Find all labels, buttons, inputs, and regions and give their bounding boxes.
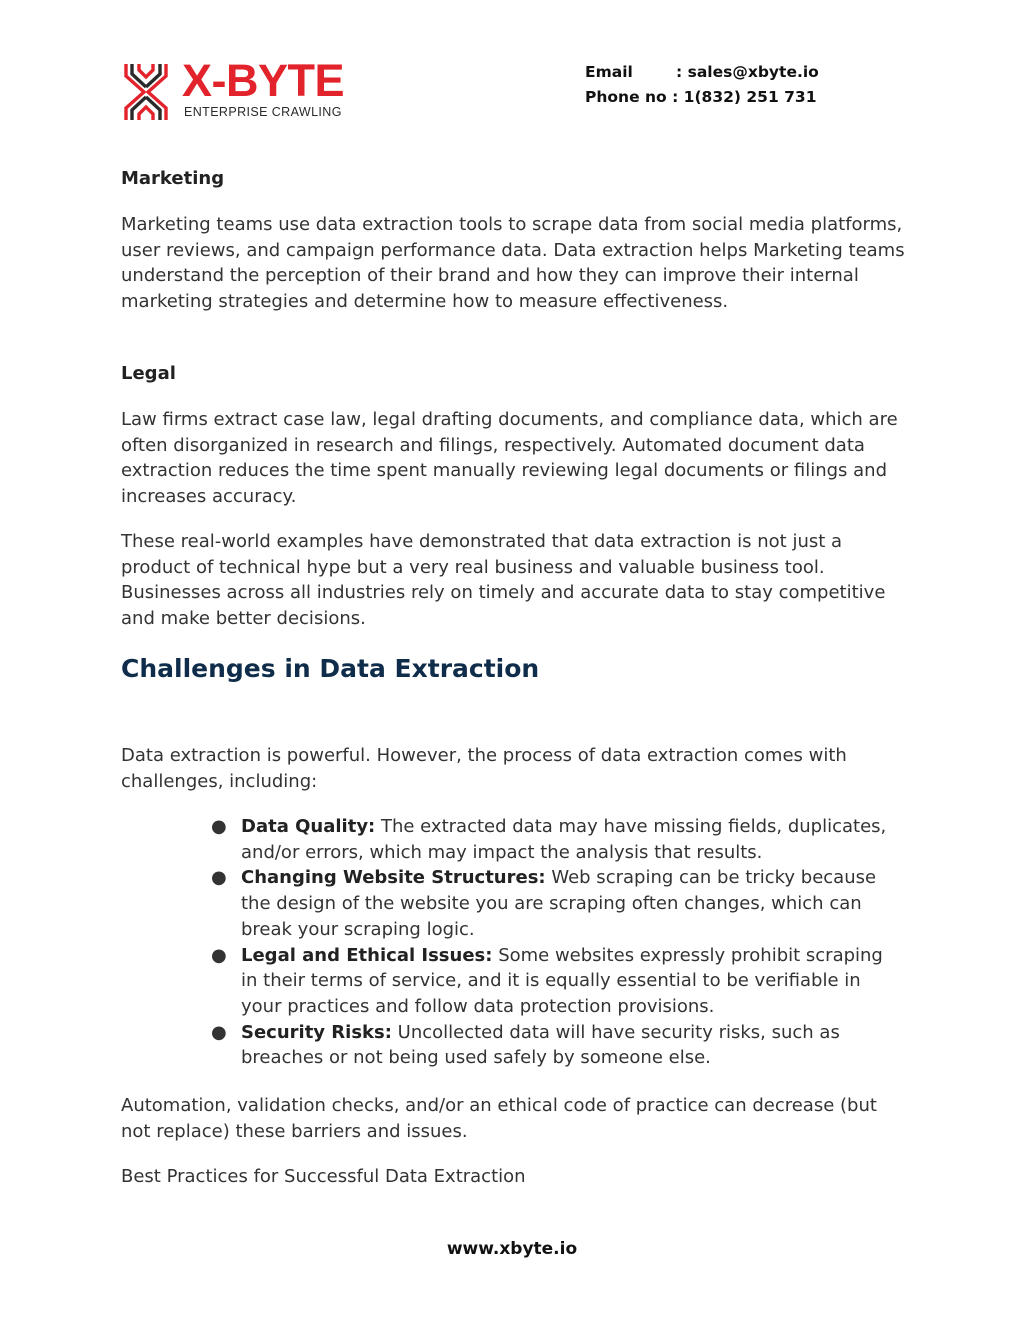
marketing-title: Marketing [121,168,225,189]
logo-wordmark: X-BYTE [182,55,345,106]
contact-info [585,60,819,110]
email-row [585,60,819,85]
challenges-heading: Challenges in Data Extraction [121,654,540,683]
list-item-term: Legal and Ethical Issues: [241,944,493,966]
list-item-term: Changing Website Structures: [241,867,546,889]
marketing-paragraph: Marketing teams use data extraction tools to scrape data from social media platforms, user reviews, and campaign performance data. Data extraction helps Marketing teams understand the perception of their brand and how they can improve their internal marketing strategies and determine how to measure effectiveness. [121,214,905,313]
phone-value[interactable]: : 1(832) 251 731 [672,88,817,106]
list-item [211,865,901,942]
list-item-term: Security Risks: [241,1021,392,1043]
company-logo [120,55,360,124]
phone-label: Phone no [585,88,667,106]
logo-tagline: ENTERPRISE CRAWLING [184,105,342,119]
bullet-icon: ● [211,1021,227,1043]
xbyte-logo-icon [122,62,170,122]
legal-title: Legal [121,363,176,384]
bullet-icon: ● [211,867,227,889]
list-item-text: The extracted data may have missing fields, duplicates, and/or errors, which may impact the analysis that results. [241,816,887,863]
list-item-text: Some websites expressly prohibit scraping in their terms of service, and it is equally essential to be verifiable in your practices and follow data protection provisions. [241,944,883,1017]
list-item [211,943,901,1020]
legal-paragraph: Law firms extract case law, legal drafting documents, and compliance data, which are often disorganized in research and filings, respectively. Automated document data extraction reduces the time spent manually reviewing legal documents or filings and increases accuracy. [121,409,898,508]
bullet-icon: ● [211,816,227,837]
phone-row [585,85,819,110]
best-practices-line: Best Practices for Successful Data Extraction [121,1166,526,1187]
list-item [211,1020,901,1071]
footer-website[interactable]: www.xbyte.io [446,1239,578,1259]
list-item-text: Uncollected data will have security risks, such as breaches or not being used safely by someone else. [241,1021,840,1069]
email-label: Email [585,63,633,81]
bullet-icon: ● [211,944,227,966]
challenges-list [211,814,901,1071]
list-item [211,814,901,865]
challenges-intro: Data extraction is powerful. However, the process of data extraction comes with challenges, including: [121,745,847,792]
email-value[interactable]: : sales@xbyte.io [676,63,819,81]
closing-paragraph: Automation, validation checks, and/or an ethical code of practice can decrease (but not replace) these barriers and issues. [121,1095,877,1142]
summary-paragraph: These real-world examples have demonstrated that data extraction is not just a product of technical hype but a very real business and valuable business tool. Businesses across all industries rely on timely and accurate data to stay competitive and make better decisions. [121,531,886,630]
list-item-text: Web scraping can be tricky because the design of the website you are scraping often changes, which can break your scraping logic. [241,867,877,940]
list-item-term: Data Quality: [241,816,376,837]
